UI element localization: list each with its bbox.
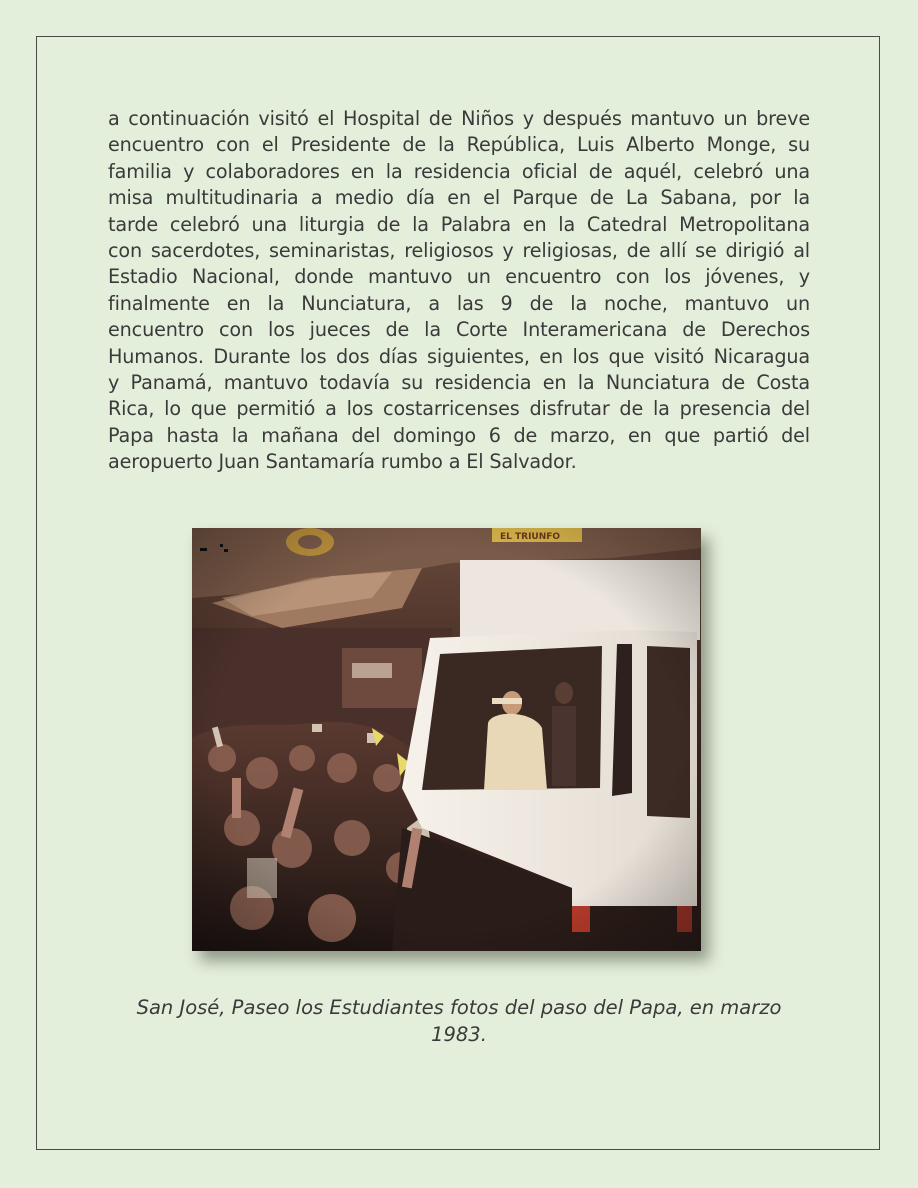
- caption-line: San José, Paseo los Estudiantes fotos del paso del Papa, en marzo: [136, 996, 782, 1019]
- body-line: con sacerdotes, seminaristas, religiosos y religiosas, de allí se dirigió al: [108, 239, 810, 263]
- body-line: misa multitudinaria a medio día en el Parque de La Sabana, por la: [108, 186, 810, 210]
- body-line: aeropuerto Juan Santamaría rumbo a El Salvador.: [108, 450, 577, 474]
- body-line: Estadio Nacional, donde mantuvo un encuentro con los jóvenes, y: [108, 265, 810, 289]
- body-paragraph: [108, 106, 810, 476]
- body-line: familia y colaboradores en la residencia oficial de aquél, celebró una: [108, 159, 810, 183]
- photo-caption: [108, 994, 810, 1048]
- body-line: finalmente en la Nunciatura, a las 9 de la noche, mantuvo un: [108, 291, 810, 315]
- body-line: tarde celebró una liturgia de la Palabra en la Catedral Metropolitana: [108, 212, 810, 236]
- body-line: encuentro con los jueces de la Corte Interamericana de Derechos: [108, 318, 810, 342]
- body-line: y Panamá, mantuvo todavía su residencia en la Nunciatura de Costa: [108, 371, 810, 395]
- popemobile-photo: [192, 528, 701, 951]
- body-line: Rica, lo que permitió a los costarricenses disfrutar de la presencia del: [108, 397, 810, 421]
- caption-line: 1983.: [431, 1023, 487, 1046]
- body-line: a continuación visitó el Hospital de Niños y después mantuvo un breve: [108, 107, 810, 130]
- body-line: encuentro con el Presidente de la República, Luis Alberto Monge, su: [108, 133, 810, 157]
- body-line: Papa hasta la mañana del domingo 6 de marzo, en que partió del: [108, 423, 810, 447]
- body-line: Humanos. Durante los dos días siguientes, en los que visitó Nicaragua: [108, 344, 810, 368]
